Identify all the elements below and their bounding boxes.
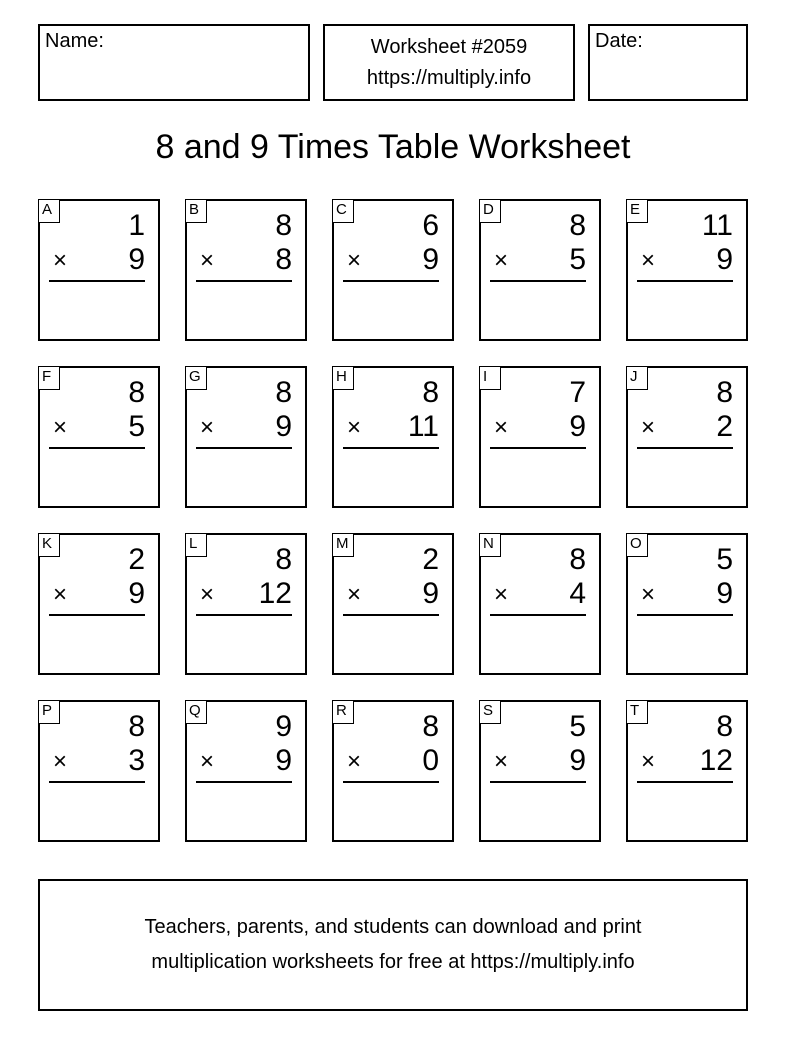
multiplicand: 8 bbox=[422, 710, 439, 743]
answer-line bbox=[490, 781, 586, 783]
multiplicand: 1 bbox=[128, 209, 145, 242]
answer-line bbox=[196, 447, 292, 449]
problem-card[interactable] bbox=[332, 700, 454, 842]
problem-card[interactable] bbox=[185, 700, 307, 842]
multiply-sign: × bbox=[200, 748, 215, 775]
answer-line bbox=[343, 781, 439, 783]
problem-label: S bbox=[479, 700, 501, 724]
multiplier: 0 bbox=[422, 744, 439, 777]
problem-label: E bbox=[626, 199, 648, 223]
multiplier: 9 bbox=[422, 243, 439, 276]
multiplicand: 2 bbox=[422, 543, 439, 576]
footer-text-line-1: Teachers, parents, and students can download and print bbox=[144, 916, 642, 938]
problem-label: G bbox=[185, 366, 207, 390]
multiplier: 9 bbox=[275, 744, 292, 777]
problem-label: M bbox=[332, 533, 354, 557]
multiply-sign: × bbox=[641, 581, 656, 608]
date-label: Date: bbox=[595, 30, 643, 52]
multiplier: 9 bbox=[569, 744, 586, 777]
problem-label: P bbox=[38, 700, 60, 724]
multiplier: 11 bbox=[407, 410, 439, 443]
answer-line bbox=[490, 280, 586, 282]
problem-card[interactable] bbox=[626, 700, 748, 842]
multiplier: 9 bbox=[275, 410, 292, 443]
problem-label: R bbox=[332, 700, 354, 724]
answer-line bbox=[490, 447, 586, 449]
multiplier: 9 bbox=[128, 577, 145, 610]
multiplicand: 7 bbox=[569, 376, 586, 409]
problem-card[interactable] bbox=[479, 366, 601, 508]
worksheet-number: Worksheet #2059 bbox=[370, 36, 528, 58]
multiply-sign: × bbox=[347, 247, 362, 274]
answer-line bbox=[49, 447, 145, 449]
footer-text-line-2: multiplication worksheets for free at https://multiply.info bbox=[151, 951, 635, 973]
problem-card[interactable] bbox=[185, 199, 307, 341]
multiplier: 4 bbox=[569, 577, 586, 610]
problem-label: T bbox=[626, 700, 648, 724]
multiplicand: 8 bbox=[128, 376, 145, 409]
multiplicand: 2 bbox=[128, 543, 145, 576]
worksheet-url: https://multiply.info bbox=[366, 67, 532, 89]
problem-card[interactable] bbox=[185, 533, 307, 675]
multiplicand: 9 bbox=[275, 710, 292, 743]
multiplicand: 5 bbox=[569, 710, 586, 743]
problem-card[interactable] bbox=[38, 533, 160, 675]
multiply-sign: × bbox=[494, 748, 509, 775]
answer-line bbox=[196, 781, 292, 783]
problem-label: L bbox=[185, 533, 207, 557]
multiplier: 12 bbox=[258, 577, 292, 610]
multiplier: 5 bbox=[128, 410, 145, 443]
multiplicand: 8 bbox=[275, 209, 292, 242]
multiplier: 5 bbox=[569, 243, 586, 276]
problem-card[interactable] bbox=[332, 366, 454, 508]
answer-line bbox=[637, 280, 733, 282]
multiplier: 8 bbox=[275, 243, 292, 276]
problem-card[interactable] bbox=[332, 199, 454, 341]
problem-label: A bbox=[38, 199, 60, 223]
multiply-sign: × bbox=[641, 414, 656, 441]
multiplicand: 8 bbox=[716, 376, 733, 409]
multiply-sign: × bbox=[53, 247, 68, 274]
answer-line bbox=[637, 447, 733, 449]
problem-label: K bbox=[38, 533, 60, 557]
name-label: Name: bbox=[45, 30, 104, 52]
problem-label: D bbox=[479, 199, 501, 223]
answer-line bbox=[343, 447, 439, 449]
multiplier: 9 bbox=[716, 577, 733, 610]
problem-card[interactable] bbox=[38, 199, 160, 341]
worksheet-info-box bbox=[323, 24, 575, 101]
multiplier: 9 bbox=[422, 577, 439, 610]
answer-line bbox=[49, 280, 145, 282]
multiplicand: 8 bbox=[128, 710, 145, 743]
answer-line bbox=[196, 614, 292, 616]
multiply-sign: × bbox=[53, 581, 68, 608]
multiply-sign: × bbox=[494, 414, 509, 441]
multiplier: 2 bbox=[716, 410, 733, 443]
multiplicand: 5 bbox=[716, 543, 733, 576]
multiply-sign: × bbox=[494, 581, 509, 608]
page-title: 8 and 9 Times Table Worksheet bbox=[155, 128, 631, 166]
multiplicand: 11 bbox=[701, 209, 733, 242]
name-field-box[interactable] bbox=[38, 24, 310, 101]
answer-line bbox=[49, 614, 145, 616]
multiplicand: 8 bbox=[716, 710, 733, 743]
multiplicand: 8 bbox=[275, 376, 292, 409]
answer-line bbox=[490, 614, 586, 616]
multiplicand: 8 bbox=[569, 209, 586, 242]
problem-card[interactable] bbox=[332, 533, 454, 675]
multiply-sign: × bbox=[200, 414, 215, 441]
problem-label: B bbox=[185, 199, 207, 223]
answer-line bbox=[196, 280, 292, 282]
problem-label: Q bbox=[185, 700, 207, 724]
problem-label: H bbox=[332, 366, 354, 390]
problem-label: J bbox=[626, 366, 648, 390]
problem-card[interactable] bbox=[626, 366, 748, 508]
problem-card[interactable] bbox=[479, 199, 601, 341]
problem-card[interactable] bbox=[38, 366, 160, 508]
answer-line bbox=[49, 781, 145, 783]
multiplicand: 6 bbox=[422, 209, 439, 242]
footer-box bbox=[38, 879, 748, 1011]
multiply-sign: × bbox=[53, 414, 68, 441]
multiplier: 3 bbox=[128, 744, 145, 777]
multiply-sign: × bbox=[494, 247, 509, 274]
problem-card[interactable] bbox=[479, 700, 601, 842]
multiply-sign: × bbox=[53, 748, 68, 775]
multiply-sign: × bbox=[347, 414, 362, 441]
multiplicand: 8 bbox=[275, 543, 292, 576]
problem-label: C bbox=[332, 199, 354, 223]
multiply-sign: × bbox=[347, 581, 362, 608]
multiplier: 9 bbox=[569, 410, 586, 443]
problem-label: I bbox=[479, 366, 501, 390]
problem-label: N bbox=[479, 533, 501, 557]
problem-card[interactable] bbox=[626, 533, 748, 675]
multiplicand: 8 bbox=[422, 376, 439, 409]
multiply-sign: × bbox=[200, 247, 215, 274]
multiplier: 9 bbox=[128, 243, 145, 276]
date-field-box[interactable] bbox=[588, 24, 748, 101]
problem-label: O bbox=[626, 533, 648, 557]
answer-line bbox=[637, 614, 733, 616]
answer-line bbox=[343, 614, 439, 616]
problem-label: F bbox=[38, 366, 60, 390]
answer-line bbox=[637, 781, 733, 783]
multiplier: 12 bbox=[699, 744, 733, 777]
multiplier: 9 bbox=[716, 243, 733, 276]
problem-card[interactable] bbox=[38, 700, 160, 842]
problem-card[interactable] bbox=[626, 199, 748, 341]
answer-line bbox=[343, 280, 439, 282]
multiply-sign: × bbox=[641, 748, 656, 775]
multiply-sign: × bbox=[641, 247, 656, 274]
problem-card[interactable] bbox=[185, 366, 307, 508]
multiply-sign: × bbox=[347, 748, 362, 775]
multiplicand: 8 bbox=[569, 543, 586, 576]
problem-card[interactable] bbox=[479, 533, 601, 675]
multiply-sign: × bbox=[200, 581, 215, 608]
